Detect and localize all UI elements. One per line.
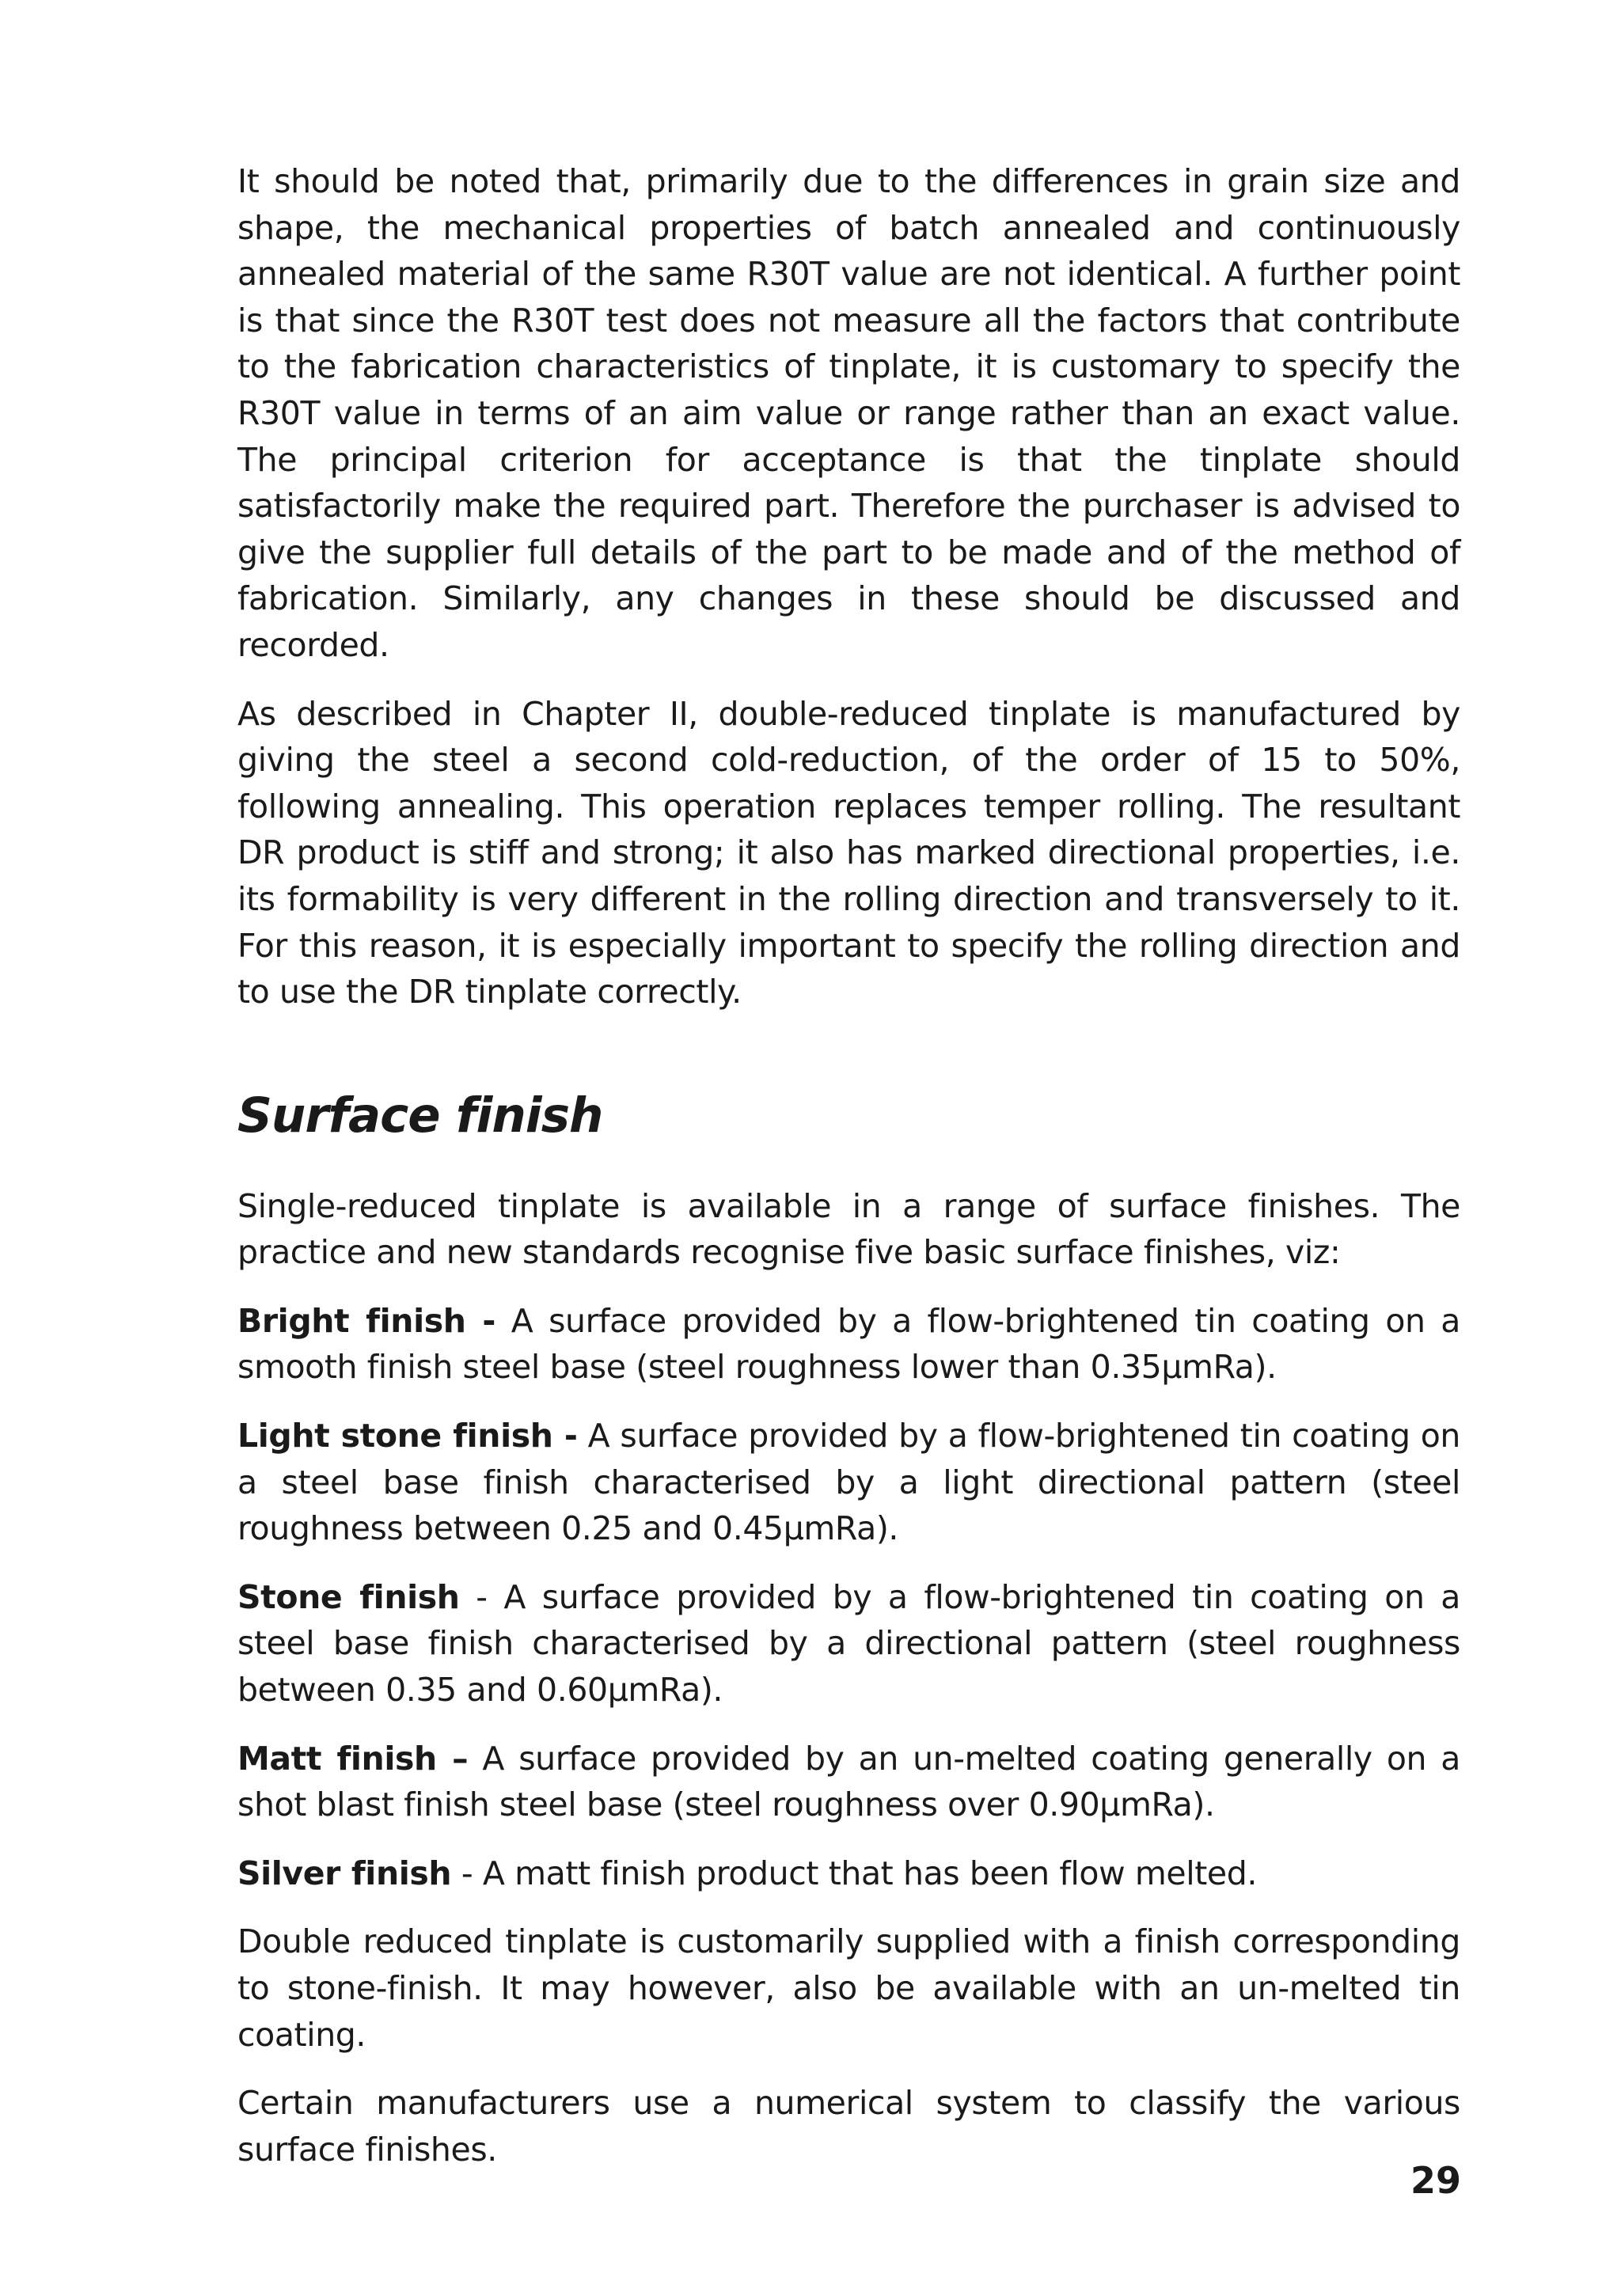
paragraph-numerical-system: Certain manufacturers use a numerical system to classify the various surface finishes. <box>237 2084 1460 2169</box>
finish-description: A surface provided by an un-melted coating generally on a shot blast finish steel base (steel roughness over 0.90µmRa). <box>237 1739 1460 1824</box>
finish-item-light-stone <box>237 1413 1460 1552</box>
finish-description: A surface provided by a flow-brightened tin coating on a steel base finish characterised by a light directional pattern (steel roughness between 0.25 and 0.45µmRa). <box>237 1417 1460 1548</box>
paragraph-r30t-note: It should be noted that, primarily due to the differences in grain size and shape, the mechanical properties of batch annealed and continuously annealed material of the same R30T value are not identical. A further point is that since the R30T test does not measure all the factors that contribute to the fabrication characteristics of tinplate, it is customary to specify the R30T value in terms of an aim value or range rather than an exact value. The principal criterion for acceptance is that the tinplate should satisfactorily make the required part. Therefore the purchaser is advised to give the supplier full details of the part to be made and of the method of fabrication. Similarly, any changes in these should be discussed and recorded. <box>237 162 1460 664</box>
finish-term: Silver finish <box>237 1854 452 1892</box>
page-body <box>237 158 1460 2195</box>
finish-item-matt <box>237 1736 1460 1828</box>
finish-item-stone <box>237 1574 1460 1713</box>
finish-term: Matt finish – <box>237 1739 469 1778</box>
finish-term: Bright finish - <box>237 1301 496 1340</box>
paragraph-double-reduced: As described in Chapter II, double-reduced tinplate is manufactured by giving the steel a second cold-reduction, of the order of 15 to 50%, following annealing. This operation replaces temper rolling. The resultant DR product is stiff and strong; it also has marked directional properties, i.e. its formability is very different in the rolling direction and transversely to it. For this reason, it is especially important to specify the rolling direction and to use the DR tinplate correctly. <box>237 694 1460 1011</box>
finish-description: A surface provided by a flow-brightened tin coating on a smooth finish steel base (steel roughness lower than 0.35µmRa). <box>237 1301 1461 1387</box>
page-number: 29 <box>1410 2159 1461 2202</box>
finish-description: - A matt finish product that has been flow melted. <box>451 1854 1257 1892</box>
finish-item-silver <box>237 1850 1460 1897</box>
paragraph-finishes-intro: Single-reduced tinplate is available in a range of surface finishes. The practice and new standards recognise five basic surface finishes, viz: <box>237 1186 1460 1272</box>
paragraph-double-reduced-finish: Double reduced tinplate is customarily supplied with a finish corresponding to stone-finish. It may however, also be available with an un-melted tin coating. <box>237 1922 1460 2054</box>
finish-description: - A surface provided by a flow-brightened tin coating on a steel base finish characterised by a directional pattern (steel roughness between 0.35 and 0.60µmRa). <box>237 1577 1460 1710</box>
section-heading-surface-finish: Surface finish <box>237 1087 603 1144</box>
finish-term: Light stone finish - <box>237 1417 578 1455</box>
finish-item-bright <box>237 1298 1460 1391</box>
finish-term: Stone finish <box>237 1577 460 1616</box>
